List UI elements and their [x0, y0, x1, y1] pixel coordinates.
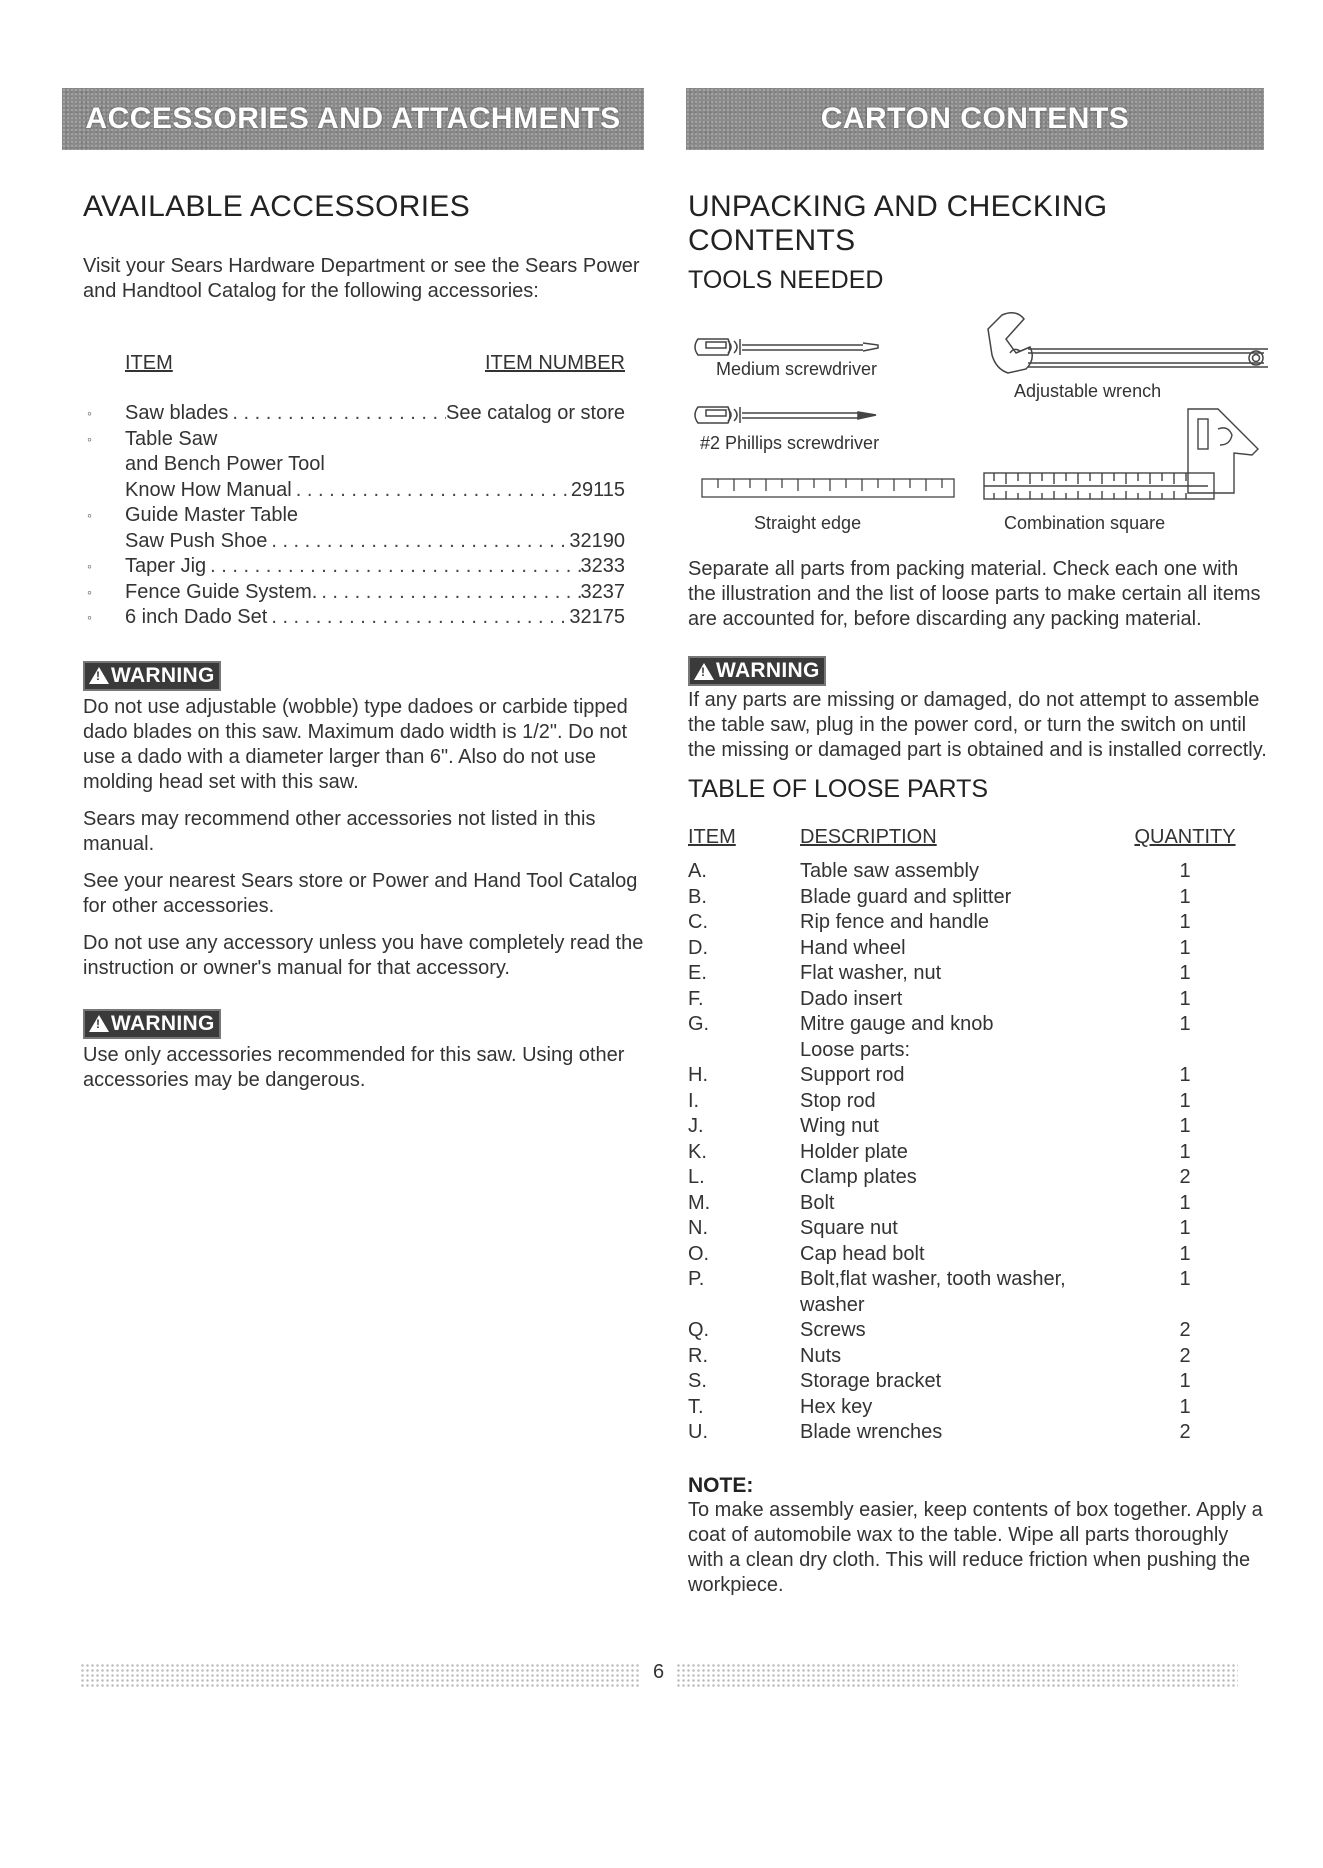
part-item: D.	[688, 936, 708, 959]
carton-banner	[686, 88, 1264, 150]
accessory-name: Saw blades	[125, 402, 229, 424]
part-item: O.	[688, 1242, 710, 1265]
description-column-header: DESCRIPTION	[800, 826, 937, 848]
part-quantity: 2	[1179, 1166, 1191, 1188]
warning-badge-2	[83, 1009, 221, 1039]
item-column-header: ITEM	[688, 826, 736, 848]
part-item: Q.	[688, 1319, 710, 1341]
accessory-name: Fence Guide System.	[125, 580, 318, 603]
table-row	[688, 1267, 1240, 1318]
medium-screwdriver-label: Medium screwdriver	[716, 359, 878, 379]
phillips-screwdriver-icon	[695, 407, 876, 423]
separate-parts-text: Separate all parts from packing material. Check each one with the illustration and the list of loose parts to make certain all items are accounted for, before discarding any packing material.	[688, 558, 1261, 630]
table-row	[688, 1318, 1240, 1344]
table-row	[688, 1191, 1240, 1217]
part-item: S.	[688, 1370, 707, 1392]
part-quantity: 1	[1179, 1268, 1191, 1290]
part-description: Blade wrenches	[800, 1421, 943, 1443]
loose-parts-table-title: TABLE OF LOOSE PARTS	[688, 775, 989, 803]
part-item: J.	[688, 1115, 704, 1137]
table-row	[688, 885, 1240, 911]
part-quantity: 1	[1179, 1064, 1191, 1086]
accessory-item	[83, 554, 625, 580]
table-row	[688, 1063, 1240, 1089]
dot-leader	[267, 529, 569, 555]
note-title: NOTE:	[688, 1473, 754, 1497]
part-item: C.	[688, 911, 708, 933]
accessory-number: 3237	[580, 580, 625, 603]
table-row	[688, 1038, 1240, 1064]
table-row	[688, 1140, 1240, 1166]
accessory-name: and Bench Power Tool	[125, 453, 325, 475]
part-description: Stop rod	[800, 1089, 876, 1112]
table-row	[688, 1395, 1240, 1421]
warning-label: WARNING	[111, 1011, 215, 1035]
loose-parts-body	[688, 859, 1240, 1446]
part-quantity: 2	[1179, 1344, 1191, 1367]
accessories-intro: Visit your Sears Hardware Department or see the Sears Power and Handtool Catalog for the following accessories:	[83, 255, 640, 302]
part-description: Wing nut	[800, 1115, 879, 1137]
table-row	[688, 1369, 1240, 1395]
warning-triangle-icon	[694, 663, 714, 680]
part-item: A.	[688, 860, 707, 882]
item-number-header: ITEM NUMBER	[485, 352, 625, 374]
combination-square-icon	[984, 409, 1258, 499]
part-quantity: 1	[1179, 1089, 1191, 1112]
part-quantity: 1	[1179, 1395, 1191, 1418]
part-quantity: 2	[1179, 1421, 1191, 1443]
part-description: Rip fence and handle	[800, 911, 990, 933]
part-description: Holder plate	[800, 1140, 908, 1163]
accessory-number: 32175	[569, 606, 625, 628]
left-column	[83, 190, 653, 1093]
part-quantity: 1	[1179, 987, 1191, 1010]
tools-illustration	[688, 309, 1268, 539]
dot-leader	[317, 580, 580, 606]
table-row	[688, 1165, 1240, 1191]
warning-badge-1	[83, 661, 221, 691]
phillips-screwdriver-label: #2 Phillips screwdriver	[700, 433, 880, 453]
warning-label: WARNING	[716, 659, 820, 682]
part-quantity: 1	[1179, 885, 1191, 908]
tools-needed-title: TOOLS NEEDED	[688, 266, 884, 294]
adjustable-wrench-icon	[988, 313, 1268, 373]
bullet-icon: ◦	[87, 405, 92, 421]
adjustable-wrench-label: Adjustable wrench	[1014, 381, 1162, 401]
part-description: Storage bracket	[800, 1370, 942, 1392]
accessory-name: Taper Jig	[125, 555, 207, 577]
quantity-column-header: QUANTITY	[1134, 826, 1236, 848]
page-number: 6	[653, 1661, 665, 1683]
warning-label: WARNING	[111, 663, 215, 687]
accessory-item	[83, 605, 625, 631]
footer-bar-left	[80, 1663, 640, 1689]
table-row	[688, 1344, 1240, 1370]
bullet-icon: ◦	[87, 507, 92, 523]
warning-triangle-icon	[89, 1015, 109, 1032]
dot-leader	[267, 605, 569, 631]
part-item: P.	[688, 1268, 705, 1290]
part-item: F.	[688, 987, 704, 1010]
straight-edge-label: Straight edge	[754, 513, 862, 533]
accessory-item	[83, 503, 625, 554]
table-row	[688, 961, 1240, 987]
part-description: Table saw assembly	[800, 860, 979, 882]
accessories-paragraph-1: Sears may recommend other accessories not listed in this manual.	[83, 807, 596, 855]
part-description: Bolt,flat washer, tooth washer, washer	[800, 1268, 1066, 1316]
table-header-row	[688, 826, 1240, 859]
part-item: M.	[688, 1191, 711, 1214]
table-row	[688, 859, 1240, 885]
dot-leader	[292, 478, 571, 504]
item-header: ITEM	[125, 352, 173, 374]
unpacking-title: UNPACKING AND CHECKING CONTENTS	[688, 190, 1108, 257]
accessory-name: Table Saw	[125, 427, 218, 450]
part-description: Dado insert	[800, 987, 903, 1010]
warning-text-2: Use only accessories recommended for this saw. Using other accessories may be dangerous.	[83, 1043, 625, 1091]
part-quantity: 1	[1179, 1217, 1191, 1239]
accessory-name: Know How Manual	[125, 478, 292, 501]
available-accessories-title: AVAILABLE ACCESSORIES	[83, 190, 471, 223]
part-item: N.	[688, 1217, 708, 1239]
table-row	[688, 1216, 1240, 1242]
accessories-paragraph-3: Do not use any accessory unless you have completely read the instruction or owner's manual for that accessory.	[83, 931, 644, 979]
part-item: H.	[688, 1064, 708, 1086]
part-quantity: 1	[1179, 1242, 1191, 1265]
tools-drawing	[688, 309, 1268, 539]
part-quantity: 1	[1179, 860, 1191, 882]
table-row	[688, 1012, 1240, 1038]
carton-banner-text: CARTON CONTENTS	[820, 102, 1130, 135]
accessory-item	[83, 580, 625, 606]
part-description: Hex key	[800, 1395, 873, 1418]
footer-bar-right	[676, 1663, 1238, 1689]
part-item	[688, 1038, 800, 1064]
right-column	[688, 190, 1268, 1598]
accessory-number: 3233	[580, 555, 625, 577]
accessory-name: 6 inch Dado Set	[125, 606, 268, 628]
bullet-icon: ◦	[87, 609, 92, 625]
combination-square-label: Combination square	[1004, 513, 1166, 533]
part-description: Flat washer, nut	[800, 962, 942, 984]
accessories-list	[83, 401, 653, 631]
warning-badge-3	[688, 656, 826, 686]
medium-screwdriver-icon	[695, 339, 878, 355]
accessory-number: See catalog or store	[446, 402, 625, 424]
warning-triangle-icon	[89, 667, 109, 684]
table-row	[688, 1114, 1240, 1140]
part-description: Nuts	[800, 1344, 842, 1367]
part-quantity: 1	[1179, 962, 1191, 984]
accessories-banner-text: ACCESSORIES AND ATTACHMENTS	[85, 102, 621, 135]
part-quantity	[1130, 1038, 1240, 1064]
dot-leader	[206, 554, 580, 580]
part-description: Blade guard and splitter	[800, 885, 1012, 908]
part-description: Clamp plates	[800, 1166, 917, 1188]
warning-text-1: Do not use adjustable (wobble) type dadoes or carbide tipped dado blades on this saw. Maximum dado width is 1/2". Do not use a dado with a diameter larger than 6". Also do not use molding head set with this saw.	[83, 695, 628, 793]
table-row	[688, 987, 1240, 1013]
part-quantity: 1	[1179, 911, 1191, 933]
part-description: Loose parts:	[800, 1038, 911, 1061]
part-item: R.	[688, 1344, 708, 1367]
accessory-number: 29115	[570, 478, 625, 501]
accessory-name: Saw Push Shoe	[125, 529, 268, 552]
part-description: Screws	[800, 1319, 866, 1341]
note-text: To make assembly easier, keep contents of box together. Apply a coat of automobile wax to the table. Wipe all parts thoroughly with a clean dry cloth. This will reduce friction when pushing the workpiece.	[688, 1498, 1263, 1596]
accessories-banner	[62, 88, 644, 150]
accessory-item	[83, 401, 625, 427]
missing-parts-warning-text: If any parts are missing or damaged, do not attempt to assemble the table saw, plug in the power cord, or turn the switch on until the missing or damaged part is obtained and is installed correctly.	[688, 689, 1267, 761]
part-item: K.	[688, 1140, 707, 1163]
part-item: G.	[688, 1013, 710, 1035]
dot-leader	[228, 401, 446, 427]
accessory-number: 32190	[569, 529, 625, 552]
table-row	[688, 1089, 1240, 1115]
part-item: U.	[688, 1421, 708, 1443]
straight-edge-icon	[702, 479, 954, 497]
part-item: L.	[688, 1166, 705, 1188]
part-description: Support rod	[800, 1064, 905, 1086]
part-item: T.	[688, 1395, 704, 1418]
part-quantity: 1	[1179, 1191, 1191, 1214]
accessory-item	[83, 427, 625, 504]
accessory-name: Guide Master Table	[125, 504, 299, 526]
table-row	[688, 910, 1240, 936]
part-quantity: 1	[1179, 1115, 1191, 1137]
bullet-icon: ◦	[87, 430, 92, 447]
part-quantity: 1	[1179, 1013, 1191, 1035]
part-quantity: 2	[1179, 1319, 1191, 1341]
part-item: B.	[688, 885, 707, 908]
bullet-icon: ◦	[87, 558, 92, 574]
accessories-header	[125, 352, 625, 375]
table-row	[688, 936, 1240, 962]
part-item: I.	[688, 1089, 700, 1112]
bullet-icon: ◦	[87, 583, 92, 600]
part-quantity: 1	[1179, 1370, 1191, 1392]
loose-parts-table	[688, 826, 1240, 1446]
part-item: E.	[688, 962, 707, 984]
part-description: Bolt	[800, 1191, 835, 1214]
part-description: Mitre gauge and knob	[800, 1013, 994, 1035]
part-description: Hand wheel	[800, 936, 906, 959]
accessories-paragraph-2: See your nearest Sears store or Power and Hand Tool Catalog for other accessories.	[83, 869, 638, 917]
table-row	[688, 1420, 1240, 1446]
part-description: Cap head bolt	[800, 1242, 925, 1265]
part-description: Square nut	[800, 1217, 898, 1239]
part-quantity: 1	[1179, 936, 1191, 959]
part-quantity: 1	[1179, 1140, 1191, 1163]
table-row	[688, 1242, 1240, 1268]
